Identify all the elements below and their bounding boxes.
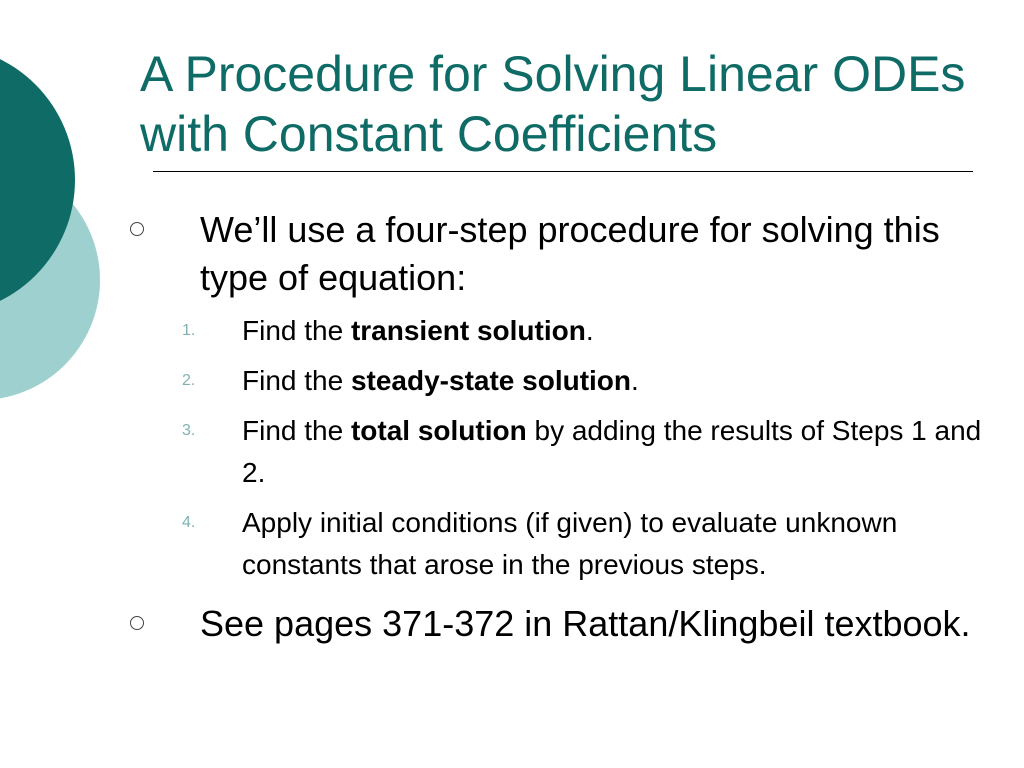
circle-bullet-icon (130, 222, 144, 236)
step-emphasis: transient solution (350, 315, 586, 346)
bullet-item (130, 206, 990, 302)
step-prefix: Apply initial conditions (if given) to evaluate unknown constants that arose in the previous steps. (242, 507, 898, 580)
step-number: 2. (182, 372, 196, 389)
decorative-circles (0, 0, 120, 420)
bullet-text: See pages 371-372 in Rattan/Klingbeil textbook. (200, 603, 971, 644)
slide-content (130, 206, 990, 648)
step-item (130, 310, 990, 352)
step-suffix: by adding the results of Steps 1 and 2. (242, 415, 982, 488)
step-item (130, 502, 990, 586)
step-item (130, 410, 990, 494)
step-suffix: . (631, 365, 639, 396)
step-number: 4. (182, 514, 196, 531)
step-emphasis: steady-state solution (350, 365, 632, 396)
step-number: 1. (182, 322, 196, 339)
title-underline (153, 171, 973, 172)
slide-title: A Procedure for Solving Linear ODEs with Constant Coefficients (140, 46, 966, 162)
bullet-item (130, 600, 990, 648)
step-emphasis: total solution (350, 415, 527, 446)
step-prefix: Find the (242, 415, 351, 446)
step-prefix: Find the (242, 315, 351, 346)
bullet-text: We’ll use a four-step procedure for solving this type of equation: (200, 209, 940, 298)
circle-bullet-icon (130, 616, 144, 630)
step-item (130, 360, 990, 402)
step-prefix: Find the (242, 365, 351, 396)
steps-list (130, 310, 990, 586)
step-suffix: . (585, 315, 594, 346)
step-number: 3. (182, 422, 196, 439)
